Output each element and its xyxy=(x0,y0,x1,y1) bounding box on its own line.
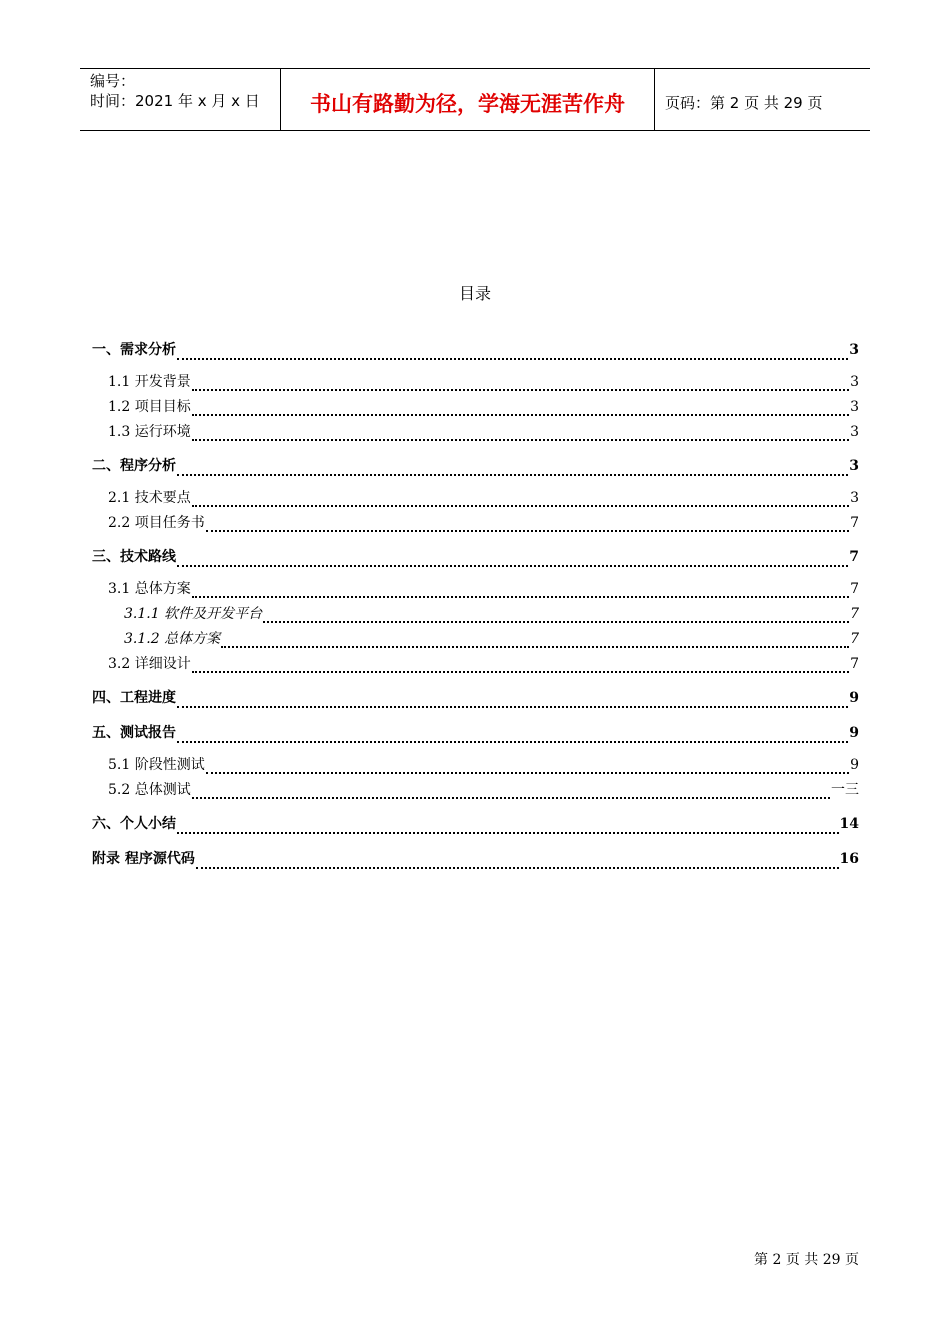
toc-entry-label: 1.2 项目目标 xyxy=(108,399,191,415)
toc-entry-label: 六、个人小结 xyxy=(92,816,176,832)
toc-leader-dots xyxy=(192,796,830,799)
toc-entry[interactable] xyxy=(92,420,859,445)
toc-entry-page: 7 xyxy=(850,515,859,531)
toc-entry-label: 1.1 开发背景 xyxy=(108,374,191,390)
toc-leader-dots xyxy=(263,620,849,623)
toc-entry-page: 7 xyxy=(850,656,859,672)
toc-leader-dots xyxy=(177,740,848,743)
document-time-label: 时间：2021 年 x 月 x 日 xyxy=(90,92,260,110)
toc-leader-dots xyxy=(192,670,849,673)
toc-leader-dots xyxy=(177,831,839,834)
header-page-info: 页码：第 2 页 共 29 页 xyxy=(665,94,823,112)
toc-entry-page: 3 xyxy=(850,399,859,415)
document-number-label: 编号： xyxy=(90,72,136,90)
toc-leader-dots xyxy=(196,866,839,869)
toc-entry-page: 7 xyxy=(850,631,859,647)
toc-entry-page: 7 xyxy=(850,581,859,597)
toc-entry[interactable] xyxy=(92,395,859,420)
toc-entry-page: 3 xyxy=(850,374,859,390)
toc-entry-page: 9 xyxy=(849,690,859,706)
toc-entry[interactable] xyxy=(92,486,859,511)
toc-entry[interactable] xyxy=(92,602,859,627)
toc-entry-page: 一三 xyxy=(831,782,859,798)
toc-entry[interactable] xyxy=(92,845,859,873)
toc-leader-dots xyxy=(177,357,848,360)
toc-entry[interactable] xyxy=(92,336,859,364)
toc-entry[interactable] xyxy=(92,753,859,778)
toc-entry[interactable] xyxy=(92,810,859,838)
toc-leader-dots xyxy=(177,564,848,567)
toc-entry[interactable] xyxy=(92,778,859,803)
toc-leader-dots xyxy=(192,504,849,507)
page-header xyxy=(80,68,870,131)
toc-entry-label: 附录 程序源代码 xyxy=(92,851,195,867)
page-footer: 第 2 页 共 29 页 xyxy=(754,1252,859,1268)
toc-entry-label: 5.2 总体测试 xyxy=(108,782,191,798)
toc-entry-page: 3 xyxy=(850,424,859,440)
header-motto: 书山有路勤为径，学海无涯苦作舟 xyxy=(281,69,655,130)
toc-entry-page: 9 xyxy=(850,757,859,773)
toc-entry-page: 14 xyxy=(839,816,859,832)
toc-entry-page: 3 xyxy=(850,490,859,506)
toc-entry-page: 16 xyxy=(839,851,859,867)
toc-entry[interactable] xyxy=(92,652,859,677)
toc-entry[interactable] xyxy=(92,543,859,571)
toc-entry[interactable] xyxy=(92,577,859,602)
toc-entry-label: 3.1.1 软件及开发平台 xyxy=(124,606,263,622)
toc-entry-page: 3 xyxy=(849,458,859,474)
toc-entry-label: 1.3 运行环境 xyxy=(108,424,191,440)
toc-entry-page: 9 xyxy=(849,725,859,741)
toc-entry-label: 一、需求分析 xyxy=(92,342,176,358)
toc-entry[interactable] xyxy=(92,627,859,652)
toc-leader-dots xyxy=(192,438,849,441)
toc-entry-label: 3.1 总体方案 xyxy=(108,581,191,597)
toc-entry-label: 3.2 详细设计 xyxy=(108,656,191,672)
toc-leader-dots xyxy=(177,705,848,708)
toc-entry-label: 2.1 技术要点 xyxy=(108,490,191,506)
toc-leader-dots xyxy=(192,388,849,391)
toc-leader-dots xyxy=(192,595,849,598)
toc-entry-page: 7 xyxy=(849,549,859,565)
toc-entry[interactable] xyxy=(92,684,859,712)
toc-entry-label: 五、测试报告 xyxy=(92,725,176,741)
toc-entry-label: 三、技术路线 xyxy=(92,549,176,565)
toc-leader-dots xyxy=(206,529,849,532)
toc-entry-label: 四、工程进度 xyxy=(92,690,176,706)
toc-entry[interactable] xyxy=(92,370,859,395)
header-meta xyxy=(80,69,281,130)
toc-leader-dots xyxy=(206,771,849,774)
toc-entry[interactable] xyxy=(92,719,859,747)
table-of-contents xyxy=(92,336,859,873)
toc-entry[interactable] xyxy=(92,452,859,480)
toc-entry-label: 2.2 项目任务书 xyxy=(108,515,205,531)
toc-leader-dots xyxy=(192,413,849,416)
toc-entry-label: 3.1.2 总体方案 xyxy=(124,631,221,647)
toc-title: 目录 xyxy=(458,284,491,303)
toc-leader-dots xyxy=(221,645,849,648)
toc-entry-page: 7 xyxy=(850,606,859,622)
toc-entry[interactable] xyxy=(92,511,859,536)
toc-leader-dots xyxy=(177,473,848,476)
toc-entry-label: 二、程序分析 xyxy=(92,458,176,474)
toc-entry-page: 3 xyxy=(849,342,859,358)
toc-entry-label: 5.1 阶段性测试 xyxy=(108,757,205,773)
